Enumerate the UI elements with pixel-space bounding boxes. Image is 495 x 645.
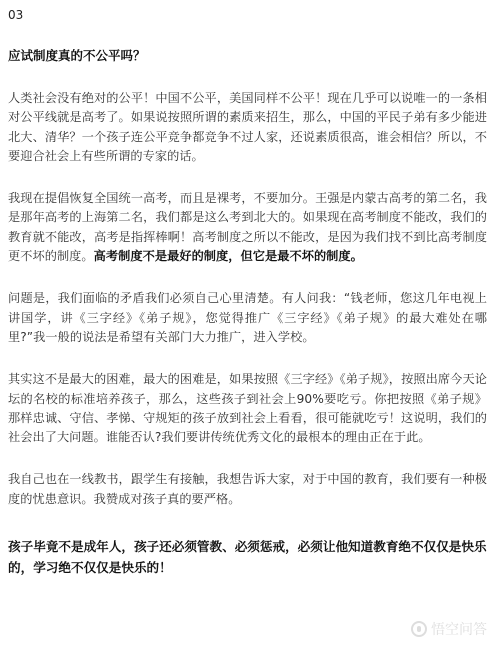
- paragraph-6-emphasis: 孩子毕竟不是成年人，孩子还必须管教、必须惩戒，必须让他知道教育绝不仅仅是快乐的，学习绝不仅仅是快乐的！: [8, 539, 487, 576]
- article-heading: 应试制度真的不公平吗？: [8, 48, 146, 63]
- paragraph-2-text: 我现在提倡恢复全国统一高考，而且是裸考，不要加分。王强是内蒙古高考的第二名，我是那年高考的上海第二名，我们都是这么考到北大的。如果现在高考制度不能改，我们的教育就不能改，高考是指挥棒啊！高考制度之所以不能改，是因为我们找不到比高考制度更不坏的制度。: [8, 191, 487, 264]
- paragraph-2: [8, 189, 487, 266]
- paragraph-2-emphasis: 高考制度不是最好的制度，但它是最不坏的制度。: [93, 249, 363, 264]
- paragraph-3: 问题是，我们面临的矛盾我们必须自己心里清楚。有人问我：“钱老师，您这几年电视上讲国学，讲《三字经》《弟子规》，您觉得推广《三字经》《弟子规》的最大难处在哪里?”我一般的说法是希望有关部门大力推广，进入学校。: [8, 291, 487, 344]
- paragraph-4: 其实这不是最大的困难，最大的困难是，如果按照《三字经》《弟子规》，按照出席今天论坛的名校的标准培养孩子，那么，这些孩子到社会上90%要吃亏。你把按照《弟子规》那样忠诚、守信、孝悌、守规矩的孩子放到社会上看看，很可能就吃亏！这说明，我们的社会出了大问题。谁能否认?我们要讲传统优秀文化的最根本的理由正在于此。: [8, 372, 487, 445]
- paragraph-5: 我自己也在一线教书，跟学生有接触，我想告诉大家，对于中国的教育，我们要有一种极度的忧患意识。我赞成对孩子真的要严格。: [8, 472, 487, 506]
- watermark-text: 悟空问答: [431, 622, 487, 638]
- paragraph-1: 人类社会没有绝对的公平！中国不公平，美国同样不公平！现在几乎可以说唯一的一条相对公平线就是高考了。如果说按照所谓的素质来招生，那么，中国的平民子弟有多少能进北大、清华？一个孩子连公平竞争都竞争不过人家，还说素质很高，谁会相信？所以，不要迎合社会上有些所谓的专家的话。: [8, 91, 487, 163]
- wukong-logo-icon: [411, 621, 427, 637]
- section-number: 03: [8, 8, 24, 22]
- watermark: [411, 619, 487, 639]
